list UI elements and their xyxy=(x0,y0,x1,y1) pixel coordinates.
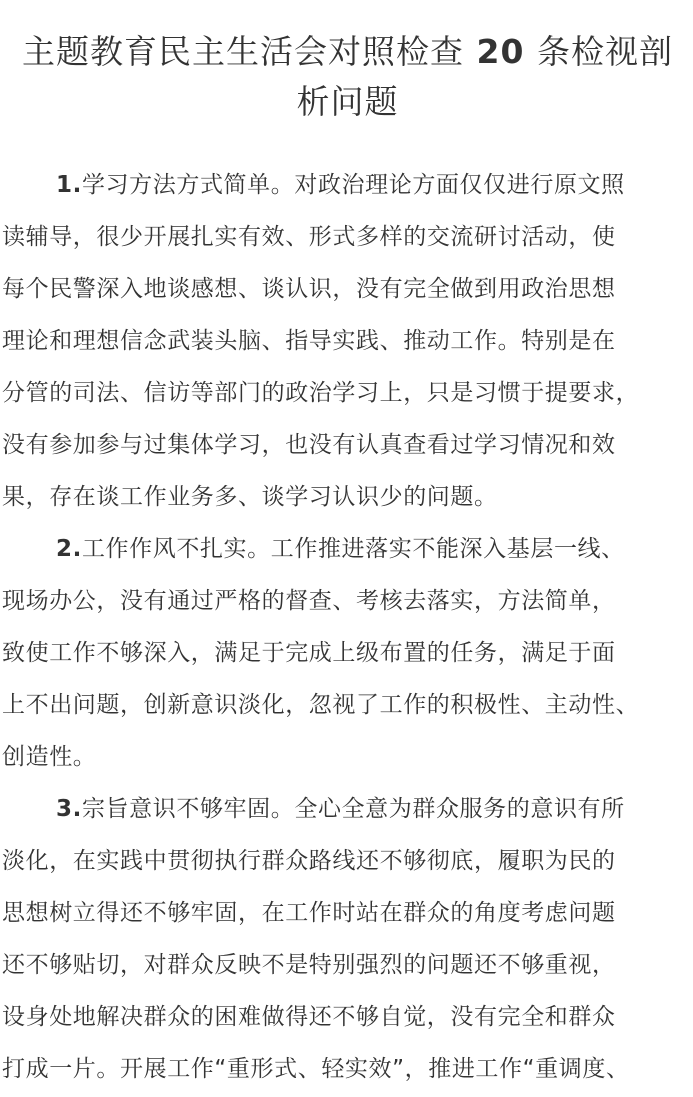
paragraph-line: 果，存在谈工作业务多、谈学习认识少的问题。 xyxy=(2,484,498,510)
title-text-part2: 条检视剖 xyxy=(536,32,673,71)
paragraph-line: 还不够贴切，对群众反映不是特别强烈的问题还不够重视， xyxy=(2,952,616,978)
paragraph-3 xyxy=(2,783,693,1095)
paragraph-line: 没有参加参与过集体学习，也没有认真查看过学习情况和效 xyxy=(2,432,616,458)
paragraph-line: 思想树立得还不够牢固，在工作时站在群众的角度考虑问题 xyxy=(2,900,616,926)
paragraph-line: 打成一片。开展工作“重形式、轻实效”，推进工作“重调度、 xyxy=(2,1056,630,1082)
paragraph-line: 创造性。 xyxy=(2,744,97,770)
paragraph-line: 致使工作不够深入，满足于完成上级布置的任务，满足于面 xyxy=(2,640,616,666)
paragraph-line: 上不出问题，创新意识淡化，忽视了工作的积极性、主动性、 xyxy=(2,692,640,718)
paragraph-line: 设身处地解决群众的困难做得还不够自觉，没有完全和群众 xyxy=(2,1004,616,1030)
title-text-part1: 主题教育民主生活会对照检查 xyxy=(22,32,465,71)
paragraph-line: 淡化，在实践中贯彻执行群众路线还不够彻底，履职为民的 xyxy=(2,848,616,874)
paragraph-line: 现场办公，没有通过严格的督查、考核去落实，方法简单， xyxy=(2,588,616,614)
paragraph-2 xyxy=(2,523,693,783)
paragraph-line: 1.学习方法方式简单。对政治理论方面仅仅进行原文照 xyxy=(56,172,625,198)
document-title xyxy=(2,0,693,127)
paragraph-line: 3.宗旨意识不够牢固。全心全意为群众服务的意识有所 xyxy=(56,796,625,822)
paragraph-number: 2. xyxy=(56,536,82,562)
paragraph-line: 分管的司法、信访等部门的政治学习上，只是习惯于提要求， xyxy=(2,380,640,406)
paragraph-number: 1. xyxy=(56,172,82,198)
paragraph-line: 2.工作作风不扎实。工作推进落实不能深入基层一线、 xyxy=(56,536,625,562)
document-body xyxy=(2,159,693,1095)
title-text-line2: 析问题 xyxy=(296,82,399,121)
paragraph-line: 读辅导，很少开展扎实有效、形式多样的交流研讨活动，使 xyxy=(2,224,616,250)
paragraph-number: 3. xyxy=(56,796,82,822)
paragraph-line: 每个民警深入地谈感想、谈认识，没有完全做到用政治思想 xyxy=(2,276,616,302)
paragraph-1 xyxy=(2,159,693,523)
title-number: 20 xyxy=(476,32,525,71)
paragraph-line: 理论和理想信念武装头脑、指导实践、推动工作。特别是在 xyxy=(2,328,616,354)
